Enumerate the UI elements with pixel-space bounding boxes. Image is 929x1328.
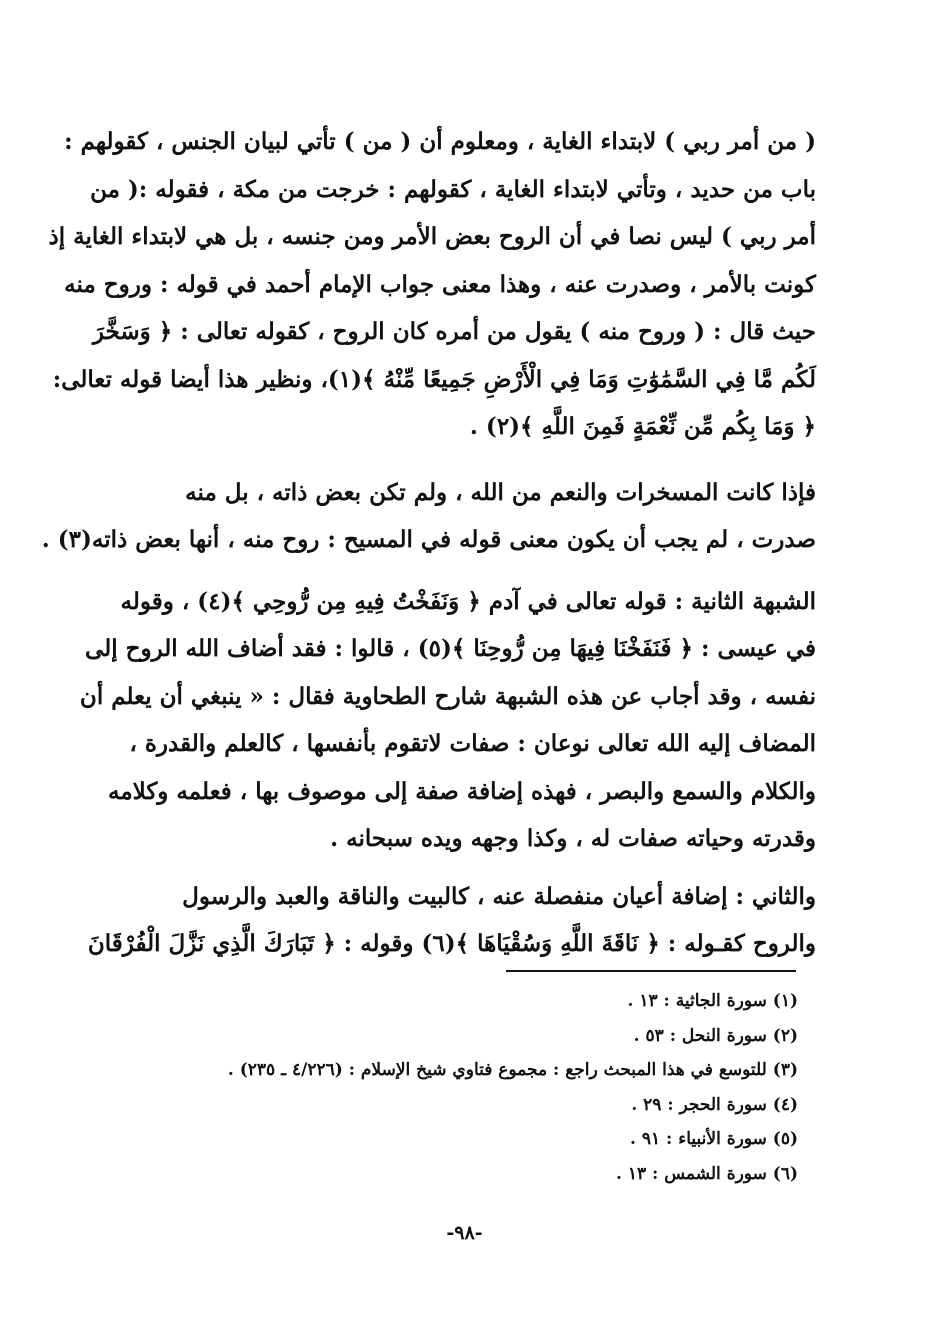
text-line: الشبهة الثانية : قوله تعالى في آدم ﴿ وَنَفَخْتُ فِيهِ مِن رُّوحِي ﴾(٤) ، وقوله <box>120 587 816 615</box>
footnotes <box>180 984 798 1191</box>
text-line: وقدرته وحياته صفات له ، وكذا وجهه ويده سبحانه . <box>330 825 816 852</box>
page-number: -٩٨- <box>446 1222 483 1244</box>
paragraph-4 <box>87 873 816 968</box>
text-line: والثاني : إضافة أعيان منفصلة عنه ، كالبيت والناقة والعبد والرسول <box>182 882 816 910</box>
footnote: (٤) سورة الحجر : ٢٩ . <box>631 1094 798 1115</box>
text-line: باب من حديد ، وتأتي لابتداء الغاية ، كقولهم : خرجت من مكة ، فقوله :( من <box>90 175 816 203</box>
text-line: ( من أمر ربي ) لابتداء الغاية ، ومعلوم أن ( من ) تأتي لبيان الجنس ، كقولهم : <box>64 128 816 155</box>
text-line: والروح كقـوله : ﴿ نَاقَةَ اللَّهِ وَسُقْيَاهَا ﴾(٦) وقوله : ﴿ تَبَارَكَ الَّذِي نَزَّلَ الْفُرْقَانَ <box>87 930 816 957</box>
text-line: فإذا كانت المسخرات والنعم من الله ، ولم تكن بعض ذاته ، بل منه <box>185 478 816 506</box>
text-line: والكلام والسمع والبصر ، فهذه إضافة صفة إلى موصوف بها ، فعلمه وكلامه <box>107 777 816 805</box>
text-line: نفسه ، وقد أجاب عن هذه الشبهة شارح الطحاوية فقال : « ينبغي أن يعلم أن <box>79 682 816 710</box>
footnote: (٣) للتوسع في هذا المبحث راجع : مجموع فتاوي شيخ الإسلام : (٤/٢٢٦ ـ ٢٣٥) . <box>227 1060 798 1080</box>
main-text <box>41 118 816 968</box>
footnote: (٢) سورة النحل : ٥٣ . <box>633 1025 798 1046</box>
text-line: أمر ربي ) ليس نصا في أن الروح بعض الأمر ومن جنسه ، بل هي لابتداء الغاية إذ <box>48 223 816 250</box>
text-line: في عيسى : ﴿ فَنَفَخْنَا فِيهَا مِن رُّوحِنَا ﴾(٥) ، قالوا : فقد أضاف الله الروح إلى <box>85 635 816 662</box>
footnote-divider <box>506 970 796 972</box>
footnote: (٥) سورة الأنبياء : ٩١ . <box>629 1129 798 1149</box>
text-line: المضاف إليه الله تعالى نوعان : صفات لاتقوم بأنفسها ، كالعلم والقدرة ، <box>129 730 816 757</box>
text-line: حيث قال : ( وروح منه ) يقول من أمره كان الروح ، كقوله تعالى : ﴿ وَسَخَّرَ <box>92 318 816 345</box>
paragraph-2 <box>41 469 816 564</box>
paragraph-3 <box>79 578 816 863</box>
footnote: (١) سورة الجاثية : ١٣ . <box>627 991 798 1011</box>
text-line: صدرت ، لم يجب أن يكون معنى قوله في المسيح : روح منه ، أنها بعض ذاته(٣) . <box>41 526 816 553</box>
text-line: ﴿ وَمَا بِكُم مِّن نِّعْمَةٍ فَمِنَ اللَّهِ ﴾(٢) . <box>469 413 816 440</box>
footnote: (٦) سورة الشمس : ١٣ . <box>615 1163 798 1184</box>
paragraph-1 <box>48 118 816 451</box>
text-line: لَكُم مَّا فِي السَّمَٰوَٰتِ وَمَا فِي الْأَرْضِ جَمِيعًا مِّنْهُ ﴾(١)، ونظير هذا أيضا قوله تعالى: <box>52 365 816 393</box>
text-line: كونت بالأمر ، وصدرت عنه ، وهذا معنى جواب الإمام أحمد في قوله : وروح منه <box>64 270 816 298</box>
